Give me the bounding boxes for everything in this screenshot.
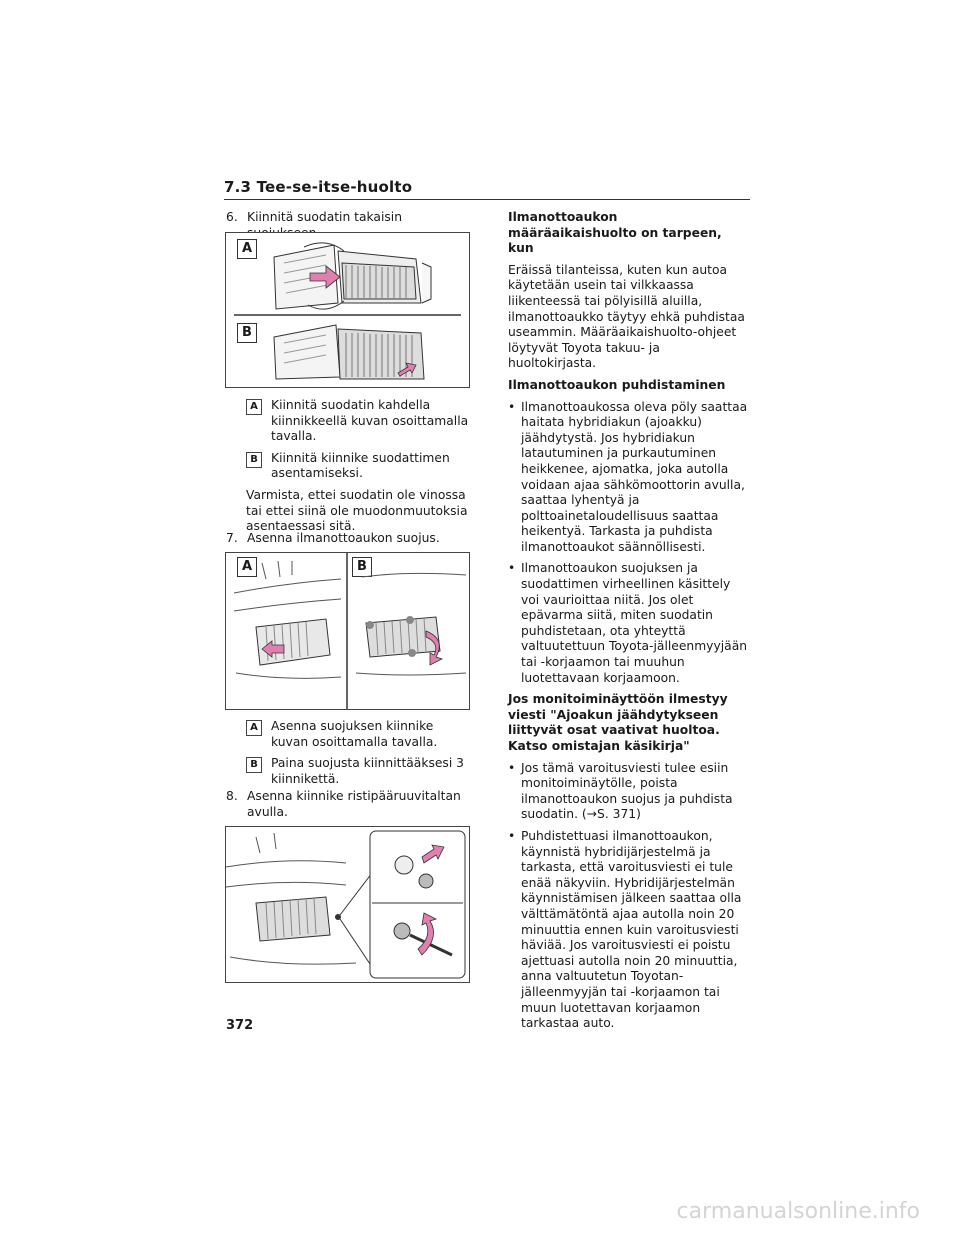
section-title: 7.3 Tee-se-itse-huolto (224, 178, 413, 196)
heading-cleaning: Ilmanottoaukon puhdistaminen (508, 377, 726, 392)
caption-text: Paina suojusta kiinnittääksesi 3 kiinnikettä. (271, 756, 464, 786)
figure-clip-screw (225, 826, 470, 983)
list-item: • Ilmanottoaukossa oleva pöly saattaa haitata hybridiakun (ajoakku) jäähdytystä. Jos hybridiakun latautuminen ja purkautuminen heikkenee, ajomatka, joka autolla voidaan ajaa sähkömoottorin avulla, saattaa lyhentyä ja polttoainetaloudellisuus saattaa heikentyä. Tarkasta ja puhdista ilmanottoaukot säännöllisesti. (508, 400, 750, 556)
right-column (508, 210, 750, 1038)
caption-tag: B (246, 452, 262, 468)
step-text: Kiinnitä suodatin takaisin (247, 210, 403, 224)
header-rule (224, 199, 750, 200)
paragraph-maintenance: Eräissä tilanteissa, kuten kun autoa käytetään usein tai vilkkaassa liikenteessä tai pölyisillä aluilla, ilmanottoaukko täytyy ehkä puhdistaa useammin. Määräaikaishuolto-ohjeet löytyvät Toyota takuu- ja huoltokirjasta. (508, 262, 745, 371)
caption-a (246, 398, 472, 445)
cover-illustration (226, 553, 469, 709)
step-number: 7. (226, 531, 238, 545)
heading-warning-message: Jos monitoiminäyttöön ilmestyy viesti "Ajoakun jäähdytykseen liittyvät osat vaativat huoltoa. Katso omistajan käsikirja" (508, 692, 728, 753)
figure-2-captions (246, 719, 472, 793)
clip-illustration (226, 827, 469, 982)
step-text: Asenna ilmanottoaukon suojus. (247, 531, 440, 545)
caption-b (246, 756, 472, 787)
caption-text: Kiinnitä suodatin kahdella kiinnikkeellä kuvan osoittamalla tavalla. (271, 398, 469, 444)
step-number: 8. (226, 789, 238, 803)
list-item: • Ilmanottoaukon suojuksen ja suodattimen virheellinen käsittely voi vaurioittaa niitä. Jos olet epävarma siitä, miten suodatin puhdistetaan, ota yhteyttä valtuutettuun Toyota-jälleenmyyjään tai -korjaamon tai muuhun luotettavaan korjaamoon. (508, 561, 750, 686)
list-item: • Jos tämä varoitusviesti tulee esiin monitoiminäytölle, poista ilmanottoaukon suojus ja puhdista suodatin. (→S. 371) (508, 761, 750, 823)
page-number: 372 (226, 1018, 254, 1033)
caption-tag: A (246, 399, 262, 415)
filter-cover-illustration (226, 233, 469, 387)
caption-text: Kiinnitä kiinnike suodattimen asentamiseksi. (271, 450, 450, 481)
step-7 (226, 531, 476, 547)
figure-label-b: B (352, 557, 372, 577)
figure-label-b: B (237, 323, 257, 343)
caption-a (246, 719, 472, 750)
caption-text: Asenna suojuksen kiinnike kuvan osoittamalla tavalla. (271, 719, 438, 749)
figure-label-a: A (237, 557, 257, 577)
step-number: 6. (226, 210, 238, 224)
watermark: carmanualsonline.info (676, 1199, 920, 1224)
figure-1-captions (246, 398, 472, 541)
cleaning-list (508, 400, 750, 687)
heading-maintenance: Ilmanottoaukon määräaikaishuolto on tarpeen, kun (508, 210, 722, 256)
figure-cover-install (225, 552, 470, 710)
caption-tag: B (246, 757, 262, 773)
warning-list (508, 761, 750, 1032)
step-8 (226, 789, 476, 820)
list-item: • Puhdistettuasi ilmanottoaukon, käynnistä hybridijärjestelmä ja tarkasta, että varoitusviesti ei tule enää näkyviin. Hybridijärjestelmän käynnistämisen jälkeen saattaa olla välttämätöntä ajaa autolla noin 20 minuuttia ennen kuin varoitusviesti häviää. Jos varoitusviesti ei poistu ajettuasi autolla noin 20 minuuttia, anna valtuutetun Toyotan-jälleenmyyjän tai -korjaamon tai muun luotettavan korjaamon tarkastaa auto. (508, 829, 750, 1032)
figure-filter-install (225, 232, 470, 388)
caption-tag: A (246, 720, 262, 736)
figure-label-a: A (237, 239, 257, 259)
note-text: Varmista, ettei suodatin ole vinossa tai ettei siinä ole muodonmuutoksia asentaessasi sitä. (246, 487, 468, 534)
caption-b (246, 451, 472, 482)
step-text: Asenna kiinnike ristipääruuvitaltan avulla. (247, 789, 461, 819)
